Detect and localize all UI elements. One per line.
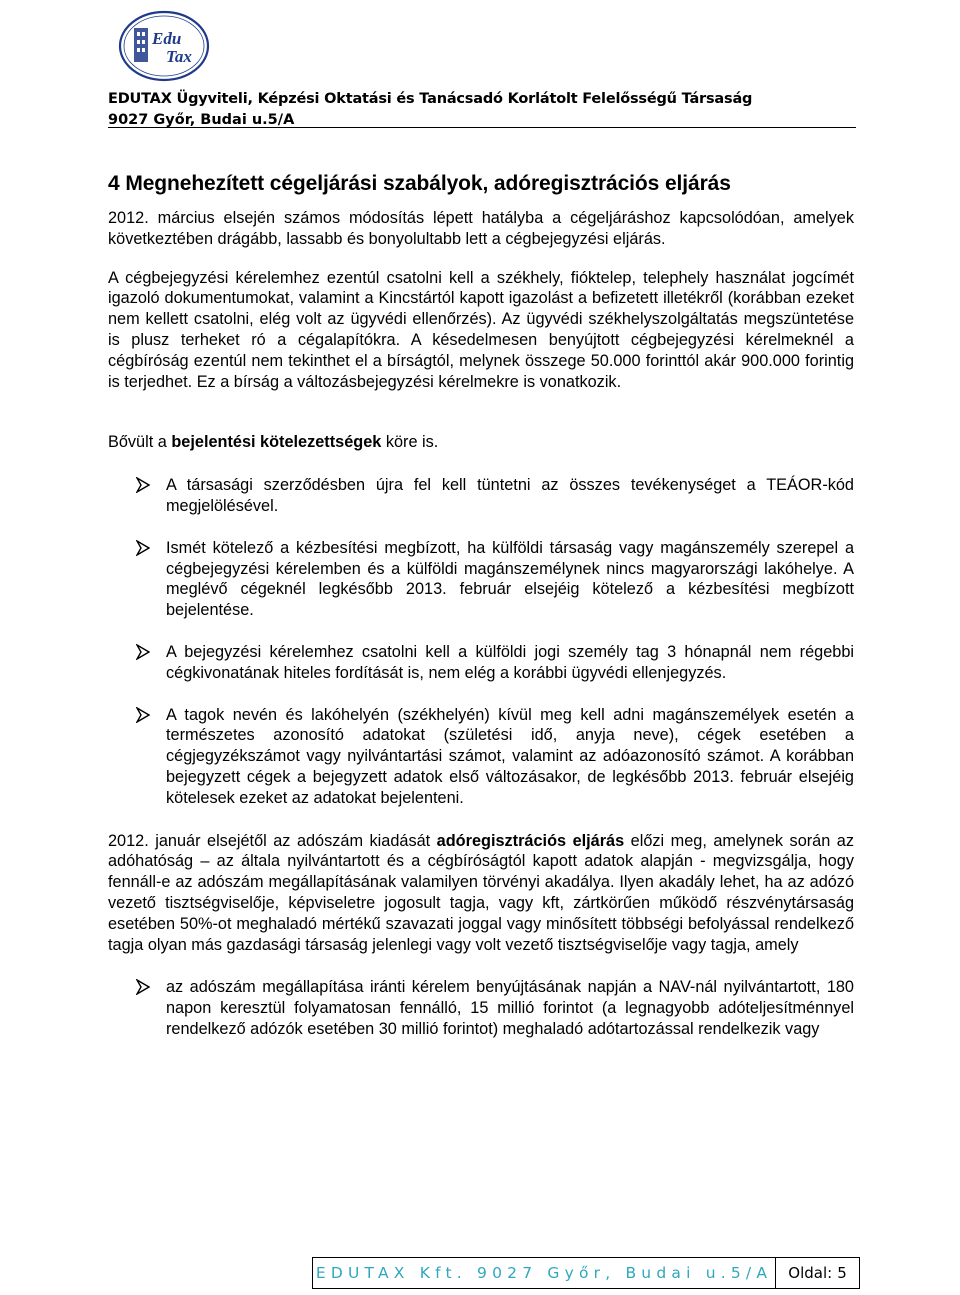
obligations-suffix: köre is. — [381, 433, 439, 452]
paragraph-obligations — [108, 432, 854, 453]
tax-registration-suffix: előzi meg, amelynek során az adóhatóság – az általa nyilvántartott és a cégbíróságtól kapott adatok alapján - megvizsgálja, hogy fennáll-e az adószám megállapításának valamilyen törvényi akadálya. Ilyen akadály lehet, ha az adózó vezető tisztségviselője, képviseletre jogosult tagja, vagy kft, zártkörűen működő részvénytársaság esetében 50%-ot meghaladó mértékű szavazati joggal vagy minősített többségi befolyással rendelkező tagja olyan más gazdasági társaság jelenlegi vagy volt vezető tisztségviselője vagy tagja, amely — [108, 831, 854, 954]
list-item — [108, 705, 854, 809]
page-body — [108, 172, 854, 1040]
list-item — [108, 475, 854, 517]
tax-obstacle-list — [108, 977, 854, 1039]
tax-registration-bold: adóregisztrációs eljárás — [436, 831, 625, 850]
footer-company-address: EDUTAX Kft. 9027 Győr, Budai u.5/A — [313, 1258, 776, 1288]
logo-text-top: Edu — [152, 29, 182, 48]
page-number-box — [776, 1258, 859, 1288]
logo-text-bottom: Tax — [166, 47, 192, 66]
arrow-bullet-icon — [136, 707, 150, 723]
tax-registration-prefix: 2012. január elsejétől az adószám kiadását — [108, 831, 437, 850]
paragraph-requirements: A cégbejegyzési kérelemhez ezentúl csatolni kell a székhely, fióktelep, telephely használat jogcímét igazoló dokumentumokat, valamint a Kincstártól kapott igazolást a befizetett illetékről (korábban ezeket nem kellett csatolni, elég volt az ügyvédi ellenőrzés). Az ügyvédi székhelyszolgáltatás megszüntetése is plusz terheket ró a cégalapítókra. A késedelmesen benyújtott cégbejegyzési kérelmeknél a cégbíróság ezentúl nem tekinthet el a bírságtól, melynek összege 50.000 forinttól akár 900.000 forintig is terjedhet. Ez a bírság a változásbejegyzési kérelmekre is vonatkozik. — [108, 268, 854, 391]
section-title: 4 Megnehezített cégeljárási szabályok, adóregisztrációs eljárás — [108, 172, 731, 195]
list-item-text: az adószám megállapítása iránti kérelem benyújtásának napján a NAV-nál nyilvántartott, 180 napon keresztül folyamatosan fennálló, 15 millió forintot (a legnagyobb adóteljesítménnyel rendelkező adózók esetében 30 millió forintot) meghaladó adótartozással rendelkezik vagy — [166, 978, 854, 1038]
header-divider — [108, 127, 856, 128]
obligations-list — [108, 475, 854, 808]
paragraph-intro: 2012. március elsején számos módosítás lépett hatályba a cégeljáráshoz kapcsolódóan, amelyek következtében drágább, lassabb és bonyolultabb lett a cégbejegyzési eljárás. — [108, 209, 854, 248]
company-address: 9027 Győr, Budai u.5/A — [108, 112, 295, 128]
arrow-bullet-icon — [136, 540, 150, 556]
page-footer — [312, 1257, 860, 1289]
arrow-bullet-icon — [136, 644, 150, 660]
paragraph-tax-registration — [108, 831, 854, 956]
list-item-text: A bejegyzési kérelemhez csatolni kell a külföldi jogi személy tag 3 hónapnál nem régebbi cégkivonatának hiteles fordítását is, nem elég a korábbi ügyvédi ellenjegyzés. — [166, 642, 854, 682]
page-number: 5 — [837, 1264, 847, 1282]
list-item-text: Ismét kötelező a kézbesítési megbízott, ha külföldi társaság vagy magánszemély szerepel a cégbejegyzési kérelemben és a külföldi magánszemélynek nincs magyarországi lakóhelye. A meglévő cégeknél legkésőbb 2013. február elsejéig kötelező a kézbesítési megbízott bejelentése. — [166, 538, 854, 620]
obligations-prefix: Bővült a — [108, 433, 172, 452]
page-header — [108, 8, 856, 128]
edutax-logo — [112, 8, 212, 84]
list-item — [108, 538, 854, 621]
company-name: EDUTAX Ügyviteli, Képzési Oktatási és Tanácsadó Korlátolt Felelősségű Társaság — [108, 91, 753, 107]
list-item-text: A tagok nevén és lakóhelyén (székhelyén) kívül meg kell adni magánszemélyek esetén a természetes azonosító adatokat (születési idő, anyja neve), cégek esetében a cégjegyzékszámot vagy nyilvántartási számot, valamint az adóazonosító számot. A korábban bejegyzett cégek a bejegyzett adatok első változásakor, de legkésőbb 2013. február elsejéig kötelesek ezeket az adatokat bejelenteni. — [166, 705, 854, 807]
list-item-text: A társasági szerződésben újra fel kell tüntetni az összes tevékenységet a TEÁOR-kód megjelölésével. — [166, 476, 854, 515]
page-label: Oldal: — [788, 1264, 833, 1282]
arrow-bullet-icon — [136, 979, 150, 995]
obligations-bold: bejelentési kötelezettségek — [171, 433, 382, 452]
arrow-bullet-icon — [136, 477, 150, 493]
list-item — [108, 642, 854, 684]
list-item — [108, 977, 854, 1039]
